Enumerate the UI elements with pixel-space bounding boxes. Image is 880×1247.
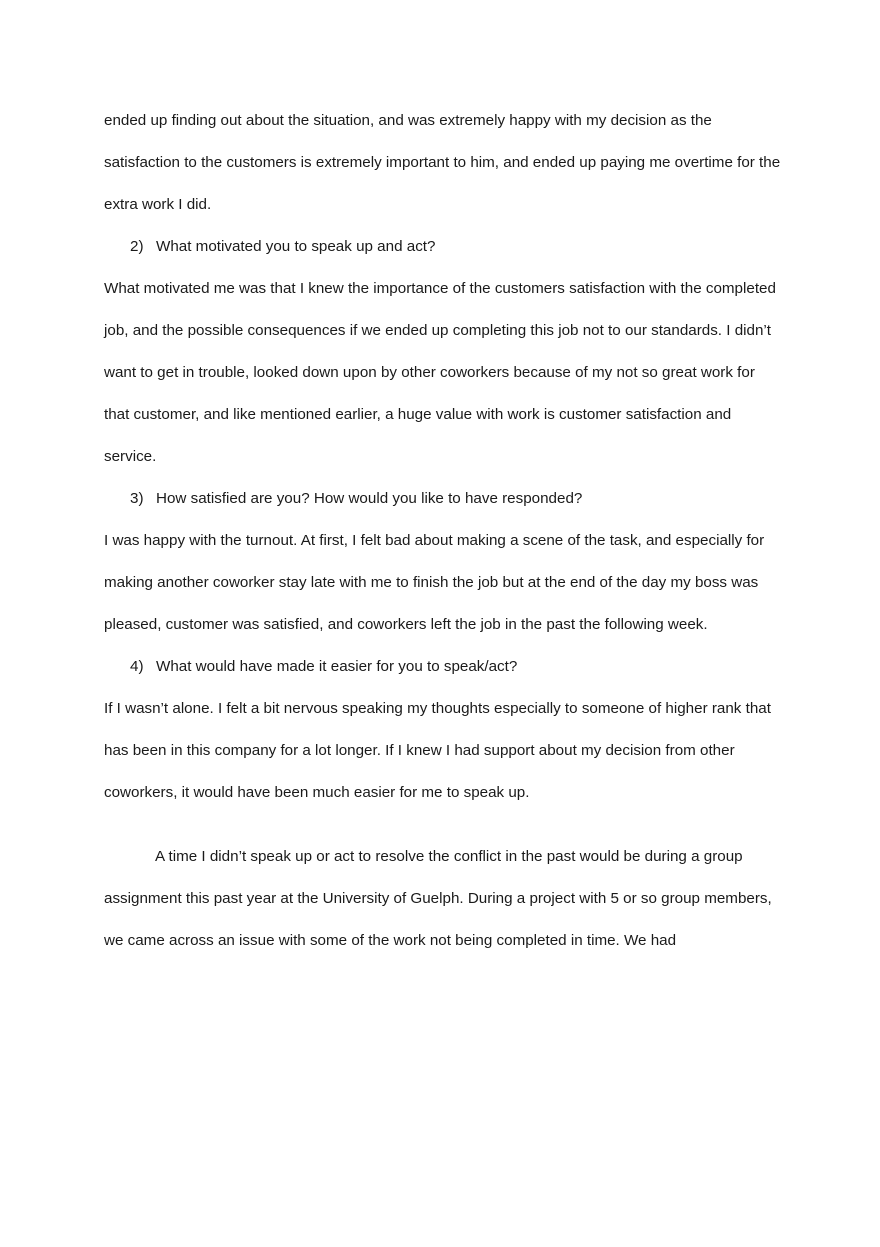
question-4 [104, 646, 784, 688]
paragraph-satisfaction-answer: I was happy with the turnout. At first, I felt bad about making a scene of the task, and especially for making another coworker stay late with me to finish the job but at the end of the day my boss was pleased, customer was satisfied, and coworkers left the job in the past the following week. [104, 532, 765, 633]
document-body [104, 100, 784, 962]
question-number: 3) [130, 490, 144, 507]
paragraph-boss-outcome: ended up finding out about the situation, and was extremely happy with my decision as the satisfaction to the customers is extremely important to him, and ended up paying me overtime for the extra work I did. [104, 112, 781, 213]
paragraph-motivation-answer: What motivated me was that I knew the importance of the customers satisfaction with the completed job, and the possible consequences if we ended up completing this job not to our standards. I didn’t want to get in trouble, looked down upon by other coworkers because of my not so great work for that customer, and like mentioned earlier, a huge value with work is customer satisfaction and service. [104, 280, 776, 465]
paragraph-group-assignment: A time I didn’t speak up or act to resolve the conflict in the past would be during a group assignment this past year at the University of Guelph. During a project with 5 or so group members, we came across an issue with some of the work not being completed in time. We had [104, 848, 772, 949]
paragraph-easier-answer: If I wasn’t alone. I felt a bit nervous speaking my thoughts especially to someone of higher rank that has been in this company for a lot longer. If I knew I had support about my decision from other coworkers, it would have been much easier for me to speak up. [104, 700, 771, 801]
question-number: 2) [130, 238, 144, 255]
question-3 [104, 478, 784, 520]
paragraph-spacer [104, 814, 784, 836]
question-number: 4) [130, 658, 144, 675]
question-text: What would have made it easier for you to speak/act? [156, 658, 518, 675]
question-text: How satisfied are you? How would you like to have responded? [156, 490, 583, 507]
question-text: What motivated you to speak up and act? [156, 238, 436, 255]
question-2 [104, 226, 784, 268]
